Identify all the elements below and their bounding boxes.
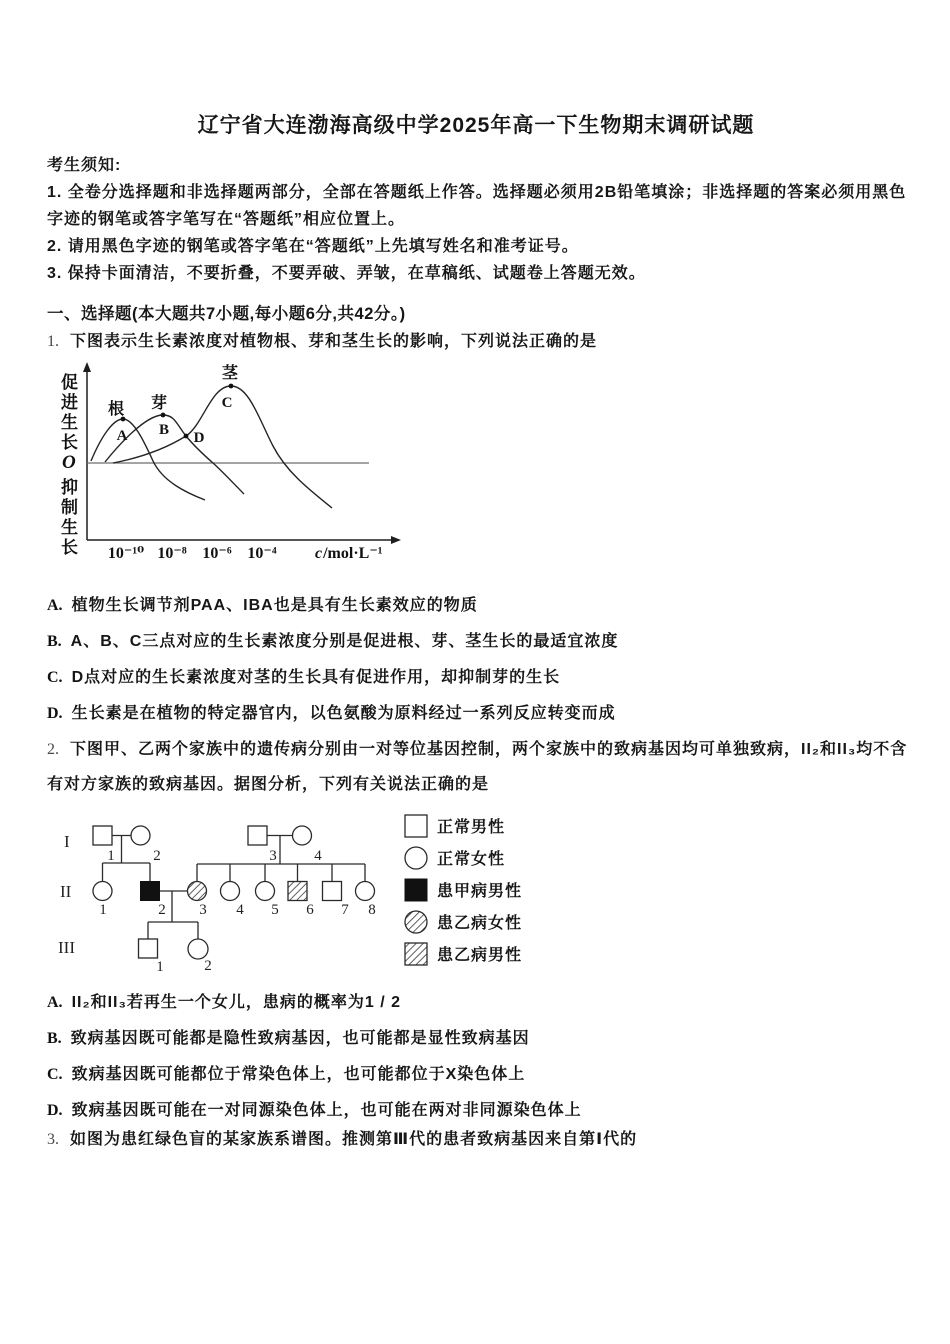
legend-swatch-normal-male <box>405 815 427 837</box>
q1-option-d-label: D. <box>47 705 63 722</box>
ii-5-number: 5 <box>271 902 279 918</box>
section-heading: 一、选择题(本大题共7小题,每小题6分,共42分。) <box>47 305 406 323</box>
x-axis-arrow <box>391 536 401 544</box>
root-curve-label: 根 <box>107 401 125 418</box>
pedigree-figure <box>55 809 555 981</box>
iii-1-number: 1 <box>156 959 164 975</box>
q2-option-c <box>47 1065 905 1084</box>
q2-option-a <box>47 993 905 1012</box>
legend-label-disease-b-female: 患乙病女性 <box>437 915 523 932</box>
pedigree-ii-6-disease-b-male <box>288 882 307 901</box>
bud-curve <box>105 415 244 494</box>
x-axis-label <box>315 543 383 563</box>
question-3 <box>47 1130 905 1150</box>
pedigree-i-4-normal-female <box>293 826 312 845</box>
q1-option-c <box>47 668 905 687</box>
q2-option-b-label: B. <box>47 1030 62 1047</box>
generation-label-3: III <box>58 938 75 957</box>
legend-swatch-disease-b-female <box>405 911 427 933</box>
question-2-text-line-1: 下图甲、乙两个家族中的遗传病分别由一对等位基因控制，两个家族中的致病基因均可单独致病，II₂和II₃均不含 <box>70 741 908 758</box>
question-1-number: 1. <box>47 333 59 350</box>
question-1-options <box>47 596 905 723</box>
x-axis-unit: /mol·L⁻¹ <box>323 545 383 562</box>
q1-option-a-text: 植物生长调节剂PAA、IBA也是具有生长素效应的物质 <box>71 597 478 614</box>
q2-option-c-text: 致病基因既可能都位于常染色体上，也可能都位于X染色体上 <box>71 1066 526 1083</box>
q2-option-a-text: II₂和II₃若再生一个女儿，患病的概率为1 / 2 <box>71 994 401 1011</box>
auxin-concentration-chart <box>47 359 467 571</box>
pedigree-i-1-normal-male <box>93 826 112 845</box>
legend-swatch-disease-b-male <box>405 943 427 965</box>
ii-6-number: 6 <box>306 902 314 918</box>
notice-section <box>47 152 905 287</box>
q1-option-c-label: C. <box>47 669 63 686</box>
legend-label-disease-a-male: 患甲病男性 <box>437 883 523 900</box>
q2-option-c-label: C. <box>47 1066 63 1083</box>
chart-axes <box>87 369 393 540</box>
pedigree-i-2-normal-female <box>131 826 150 845</box>
pedigree-iii-1-normal-male <box>139 939 158 958</box>
bud-curve-label: 芽 <box>150 395 168 412</box>
origin-label: O <box>62 452 76 473</box>
x-axis-variable: c <box>315 545 323 562</box>
iii-2-number: 2 <box>204 958 212 974</box>
pedigree-ii-8-normal-female <box>356 882 375 901</box>
notice-line-2: 字迹的钢笔或答字笔写在“答题纸”相应位置上。 <box>47 211 406 228</box>
ii-3-number: 3 <box>199 902 207 918</box>
q1-option-b <box>47 632 905 651</box>
auxin-chart-canvas <box>47 359 467 571</box>
point-d-dot <box>184 434 189 439</box>
q1-option-c-text: D点对应的生长素浓度对茎的生长具有促进作用，却抑制芽的生长 <box>71 669 561 686</box>
question-2-text-line-2: 有对方家族的致病基因。据图分析，下列有关说法正确的是 <box>47 776 490 793</box>
question-3-text: 如图为患红绿色盲的某家族系谱图。推测第Ⅲ代的患者致病基因来自第Ⅰ代的 <box>70 1131 638 1148</box>
point-d-label: D <box>193 430 205 446</box>
q1-option-a-label: A. <box>47 597 63 614</box>
x-tick-1: 10⁻¹⁰ <box>107 545 145 562</box>
q1-option-d-text: 生长素是在植物的特定器官内，以色氨酸为原料经过一系列反应转变而成 <box>71 705 616 722</box>
question-1-text: 下图表示生长素浓度对植物根、芽和茎生长的影响，下列说法正确的是 <box>70 333 598 350</box>
point-b-dot <box>161 413 166 418</box>
i-1-number: 1 <box>107 848 115 864</box>
x-tick-4: 10⁻⁴ <box>247 545 277 562</box>
legend-swatch-normal-female <box>405 847 427 869</box>
pedigree-ii-5-normal-female <box>256 882 275 901</box>
question-3-number: 3. <box>47 1131 59 1148</box>
notice-heading: 考生须知: <box>47 157 122 174</box>
pedigree-ii-4-normal-female <box>221 882 240 901</box>
page-title: 辽宁省大连渤海高级中学2025年高一下生物期末调研试题 <box>197 114 755 137</box>
legend-swatch-disease-a-male <box>405 879 427 901</box>
x-tick-3: 10⁻⁶ <box>202 545 232 562</box>
notice-line-1: 1. 全卷分选择题和非选择题两部分，全部在答题纸上作答。选择题必须用2B铅笔填涂；非选择题的答案必须用黑色 <box>47 184 907 201</box>
ii-4-number: 4 <box>236 902 244 918</box>
y-axis-inhibit-label: 抑制生长 <box>58 478 77 558</box>
pedigree-ii-7-normal-male <box>323 882 342 901</box>
x-tick-2: 10⁻⁸ <box>157 545 187 562</box>
legend-label-normal-male: 正常男性 <box>437 819 506 836</box>
q2-option-b <box>47 1029 905 1048</box>
q2-option-d <box>47 1101 905 1120</box>
y-axis-arrow <box>83 362 91 372</box>
pedigree-legend <box>405 815 522 965</box>
ii-7-number: 7 <box>341 902 349 918</box>
generation-label-1: I <box>64 832 70 851</box>
notice-line-3: 2. 请用黑色字迹的钢笔或答字笔在“答题纸”上先填写姓名和准考证号。 <box>47 238 579 255</box>
pedigree-ii-2-disease-a-male <box>141 882 160 901</box>
q1-option-a <box>47 596 905 615</box>
growth-curves <box>91 386 332 508</box>
question-2-number: 2. <box>47 741 59 758</box>
point-b-label: B <box>158 422 170 438</box>
pedigree-ii-3-disease-b-female <box>188 882 207 901</box>
point-c-label: C <box>221 395 233 411</box>
i-2-number: 2 <box>153 848 161 864</box>
point-a-label: A <box>116 428 128 444</box>
ii-8-number: 8 <box>368 902 376 918</box>
q2-option-d-text: 致病基因既可能在一对同源染色体上，也可能在两对非同源染色体上 <box>71 1102 582 1119</box>
pedigree-i-3-normal-male <box>248 826 267 845</box>
legend-label-disease-b-male: 患乙病男性 <box>437 947 523 964</box>
notice-line-4: 3. 保持卡面清洁，不要折叠，不要弄破、弄皱，在草稿纸、试题卷上答题无效。 <box>47 265 646 282</box>
y-axis-promote-label: 促进生长 <box>58 373 77 453</box>
question-2-options <box>47 993 905 1120</box>
q2-option-a-label: A. <box>47 994 63 1011</box>
q2-option-d-label: D. <box>47 1102 63 1119</box>
q2-option-b-text: 致病基因既可能都是隐性致病基因，也可能都是显性致病基因 <box>70 1030 530 1047</box>
point-c-dot <box>229 384 234 389</box>
pedigree-iii-2-normal-female <box>188 939 208 959</box>
q1-option-b-label: B. <box>47 633 62 650</box>
q1-option-b-text: A、B、C三点对应的生长素浓度分别是促进根、芽、茎生长的最适宜浓度 <box>70 633 619 650</box>
i-3-number: 3 <box>269 848 277 864</box>
question-1 <box>47 332 905 723</box>
ii-1-number: 1 <box>99 902 107 918</box>
question-2 <box>47 740 908 1120</box>
pedigree-ii-1-normal-female <box>93 882 112 901</box>
generation-label-2: II <box>60 882 72 901</box>
q1-option-d <box>47 704 905 723</box>
ii-2-number: 2 <box>158 902 166 918</box>
root-curve <box>91 419 205 500</box>
legend-label-normal-female: 正常女性 <box>437 851 506 868</box>
i-4-number: 4 <box>314 848 322 864</box>
stem-curve-label: 茎 <box>221 365 239 382</box>
